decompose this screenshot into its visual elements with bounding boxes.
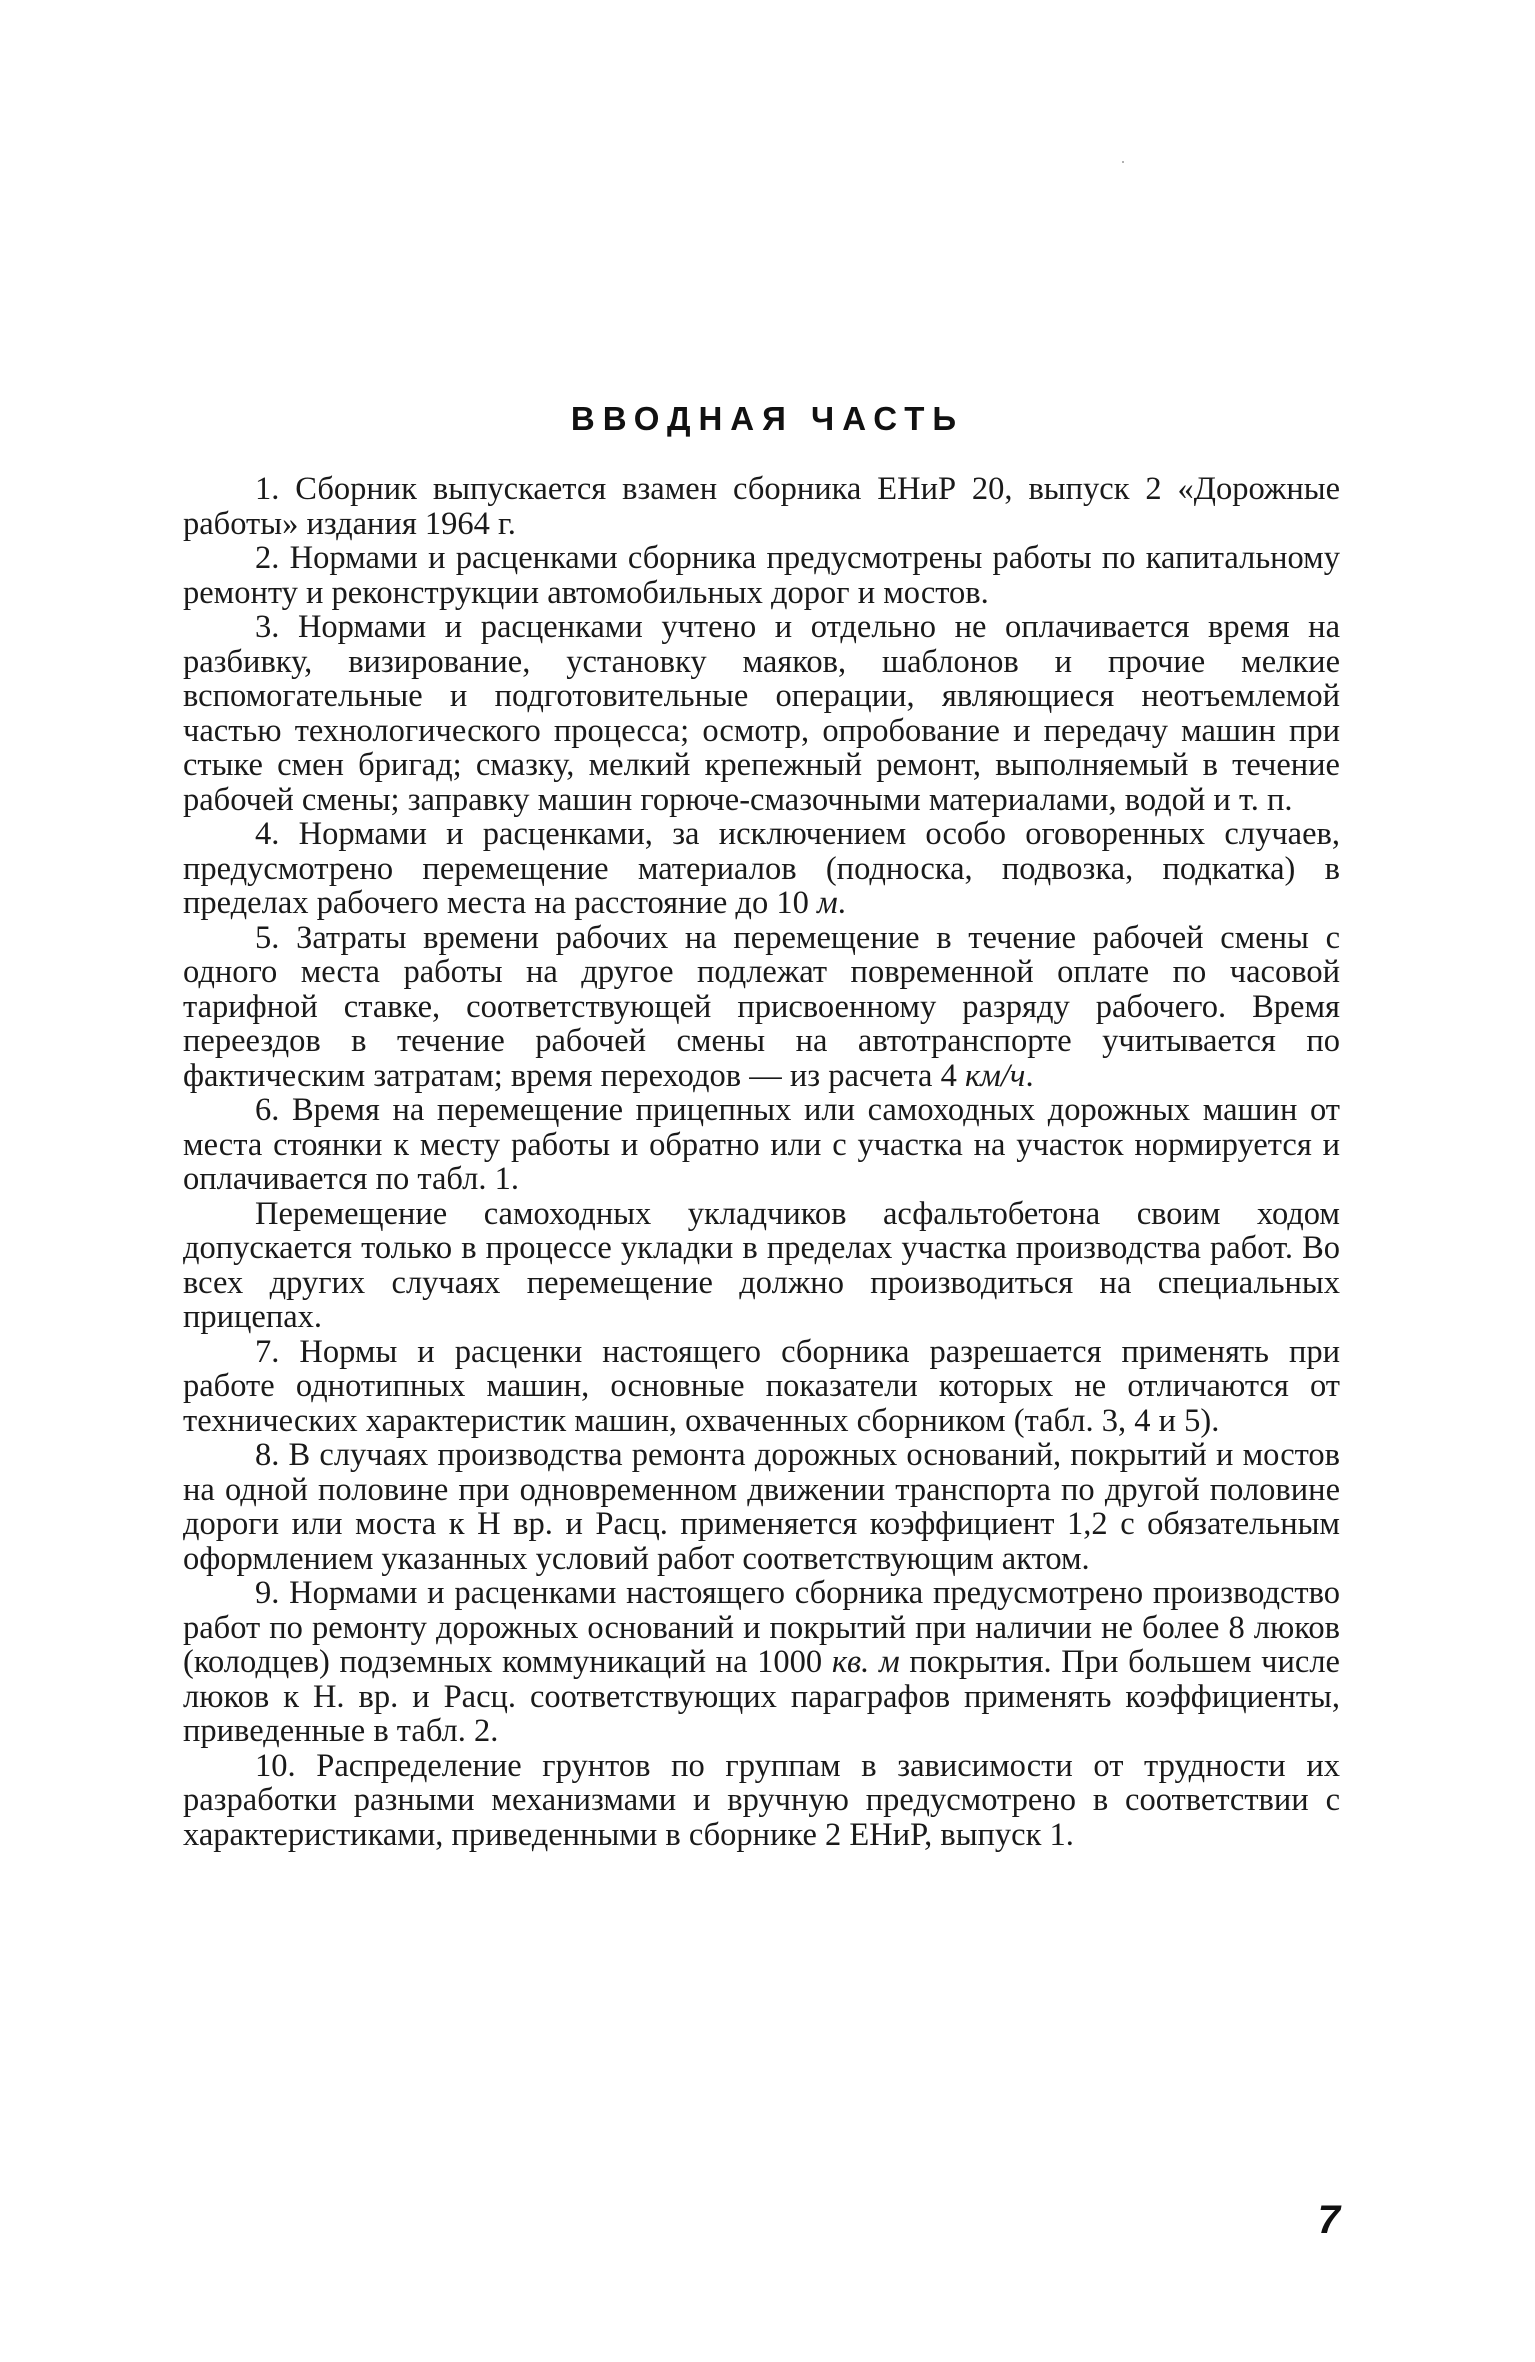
paragraph-4: [183, 817, 1340, 921]
paragraph-text: Перемещение самоходных укладчиков асфальтобетона своим ходом допускается только в процессе укладки в пределах участка производства работ. Во всех других случаях перемещение должно производиться на специальных прицепах.: [183, 1195, 1340, 1335]
paragraph-10: [183, 1749, 1340, 1853]
page-heading: ВВОДНАЯ ЧАСТЬ: [570, 400, 965, 437]
paragraph-text: 5. Затраты времени рабочих на перемещение в течение рабочей смены с одного места работы на другое подлежат повременной оплате по часовой тарифной ставке, соответствующей присвоенному разряду рабочего. Время переездов в течение рабочей смены на автотранспорте учитывается по фактическим затратам; время переходов — из расчета 4: [183, 919, 1340, 1094]
paragraph-text: 7. Нормы и расценки настоящего сборника разрешается применять при работе однотипных машин, основные показатели которых не отличаются от технических характеристик машин, охваченных сборником (табл. 3, 4 и 5).: [183, 1333, 1340, 1439]
paragraph-6-continuation: [183, 1197, 1340, 1335]
paragraph-text: покрытия. При большем числе люков к Н. вр. и Расц. соответствующих параграфов применять коэффициенты, приведенные в табл. 2.: [183, 1644, 1340, 1749]
paragraph-text: 8. В случаях производства ремонта дорожных оснований, покрытий и мостов на одной половине при одновременном движении транспорта по другой половине дороги или моста к Н вр. и Расц. применяется коэффициент 1,2 с обязательным оформлением указанных условий работ соответствующим актом.: [183, 1437, 1340, 1577]
paragraph-text: 2. Нормами и расценками сборника предусмотрены работы по капитальному ремонту и реконструкции автомобильных дорог и мостов.: [183, 540, 1340, 611]
unit-italic: м: [816, 885, 838, 921]
page-number: 7: [1317, 2198, 1340, 2242]
paragraph-9: [183, 1576, 1340, 1749]
paragraph-3: [183, 610, 1340, 817]
paragraph-text: 10. Распределение грунтов по группам в зависимости от трудности их разработки разными механизмами и вручную предусмотрено в соответствии с характеристиками, приведенными в сборнике 2 ЕНиР, выпуск 1.: [183, 1747, 1340, 1853]
paragraph-text: .: [837, 885, 846, 921]
body-text: [183, 472, 1340, 1852]
paragraph-1: [183, 472, 1340, 541]
unit-italic: кв. м: [831, 1644, 900, 1680]
paragraph-text: 3. Нормами и расценками учтено и отдельно не оплачивается время на разбивку, визирование, установку маяков, шаблонов и прочие мелкие вспомогательные и подготовительные операции, являющиеся неотъемлемой частью технологического процесса; осмотр, опробование и передачу машин при стыке смен бригад; смазку, мелкий крепежный ремонт, выполняемый в течение рабочей смены; заправку машин горюче-смазочными материалами, водой и т. п.: [183, 609, 1340, 818]
paragraph-text: .: [1025, 1057, 1034, 1094]
paragraph-text: 6. Время на перемещение прицепных или самоходных дорожных машин от места стоянки к месту работы и обратно или с участка на участок нормируется и оплачивается по табл. 1.: [183, 1092, 1340, 1197]
paragraph-text: 4. Нормами и расценками, за исключением особо оговоренных случаев, предусмотрено перемещение материалов (подноска, подвозка, подкатка) в пределах рабочего места на расстояние до 10: [183, 816, 1340, 921]
paragraph-text: 1. Сборник выпускается взамен сборника ЕНиР 20, выпуск 2 «Дорожные работы» издания 1964 г.: [183, 471, 1340, 542]
paragraph-6: [183, 1093, 1340, 1197]
scan-speck: [1122, 161, 1124, 163]
unit-italic: км/ч: [964, 1057, 1026, 1094]
paragraph-text: 9. Нормами и расценками настоящего сборника предусмотрено производство работ по ремонту дорожных оснований и покрытий при наличии не более 8 люков (колодцев) подземных коммуникаций на 1000: [183, 1575, 1340, 1680]
paragraph-5: [183, 921, 1340, 1094]
paragraph-2: [183, 541, 1340, 610]
paragraph-8: [183, 1438, 1340, 1576]
paragraph-7: [183, 1335, 1340, 1439]
